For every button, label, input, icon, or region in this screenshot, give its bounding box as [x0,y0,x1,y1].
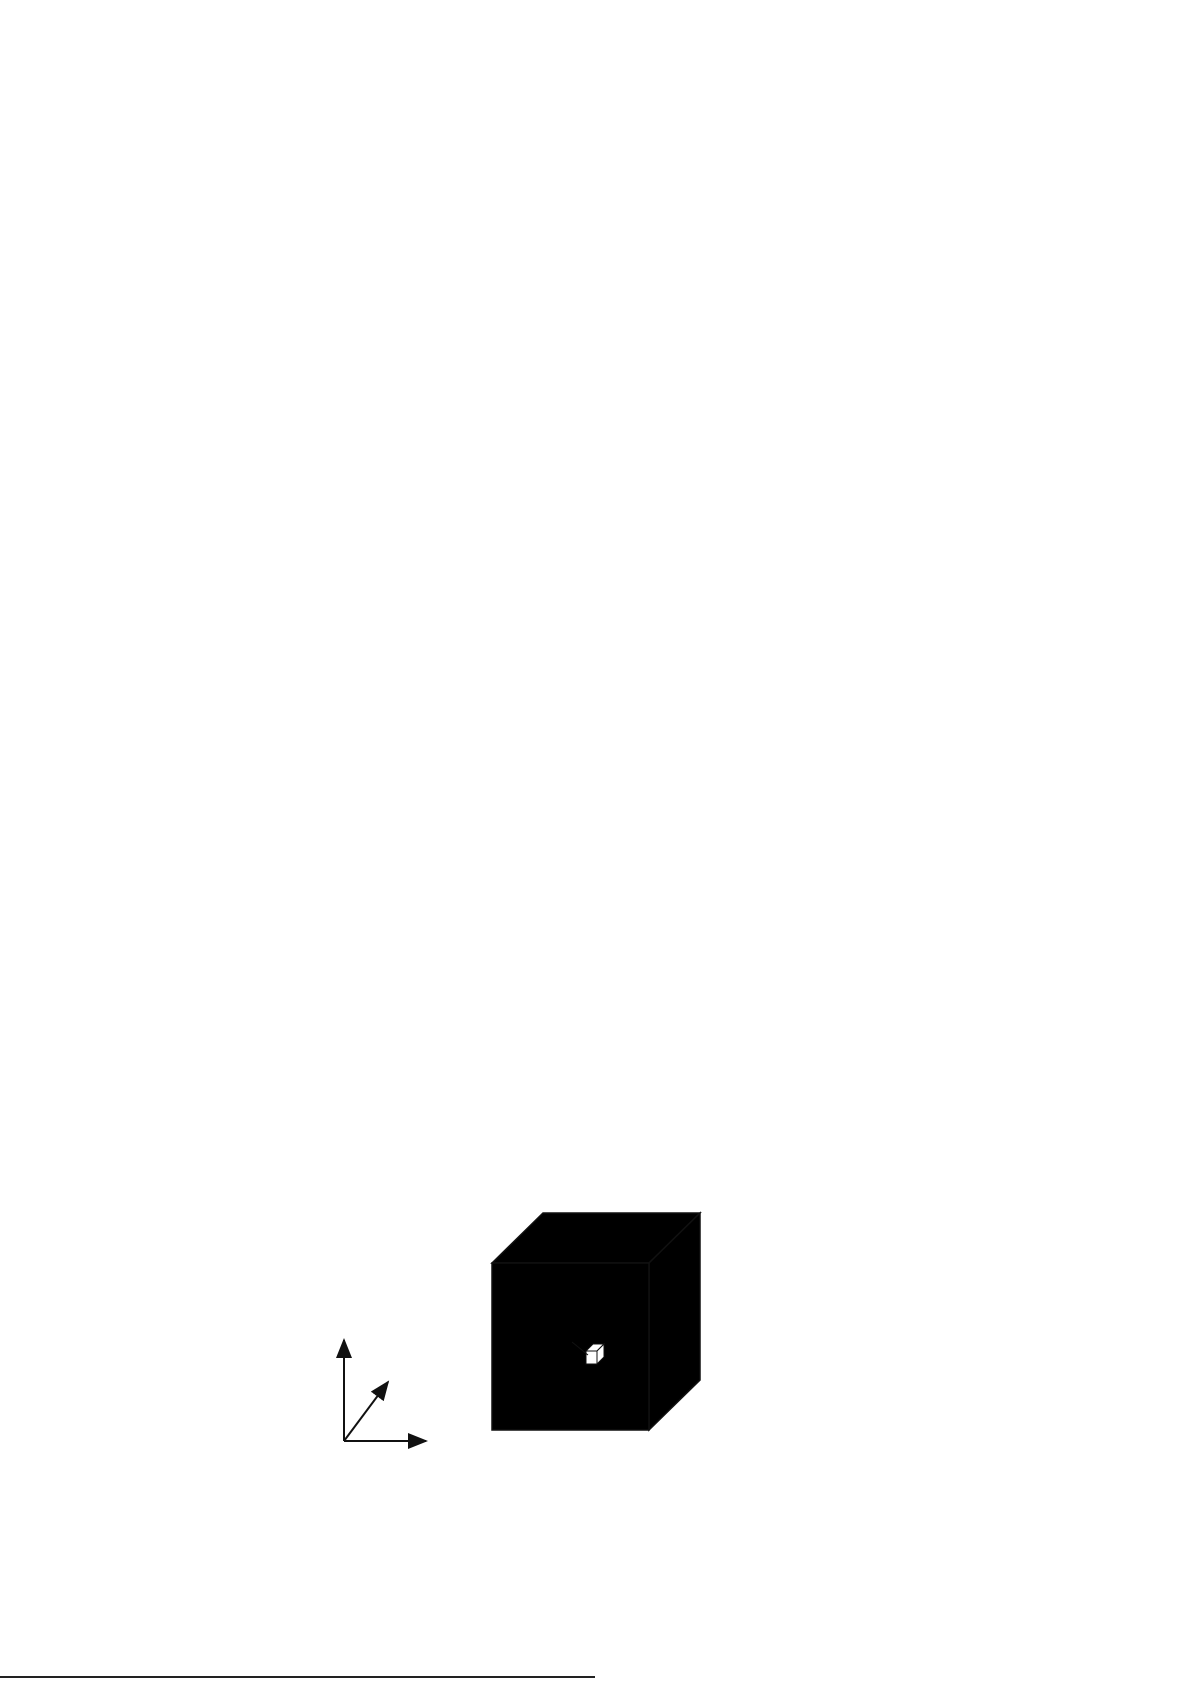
cube-front-face [492,1263,649,1430]
diagonal-axis-line [344,1382,388,1441]
section-heading [257,432,279,463]
footer-rule [0,1676,595,1678]
olap-cube-figure [332,1205,1018,1470]
figure-canvas [332,1205,1018,1470]
